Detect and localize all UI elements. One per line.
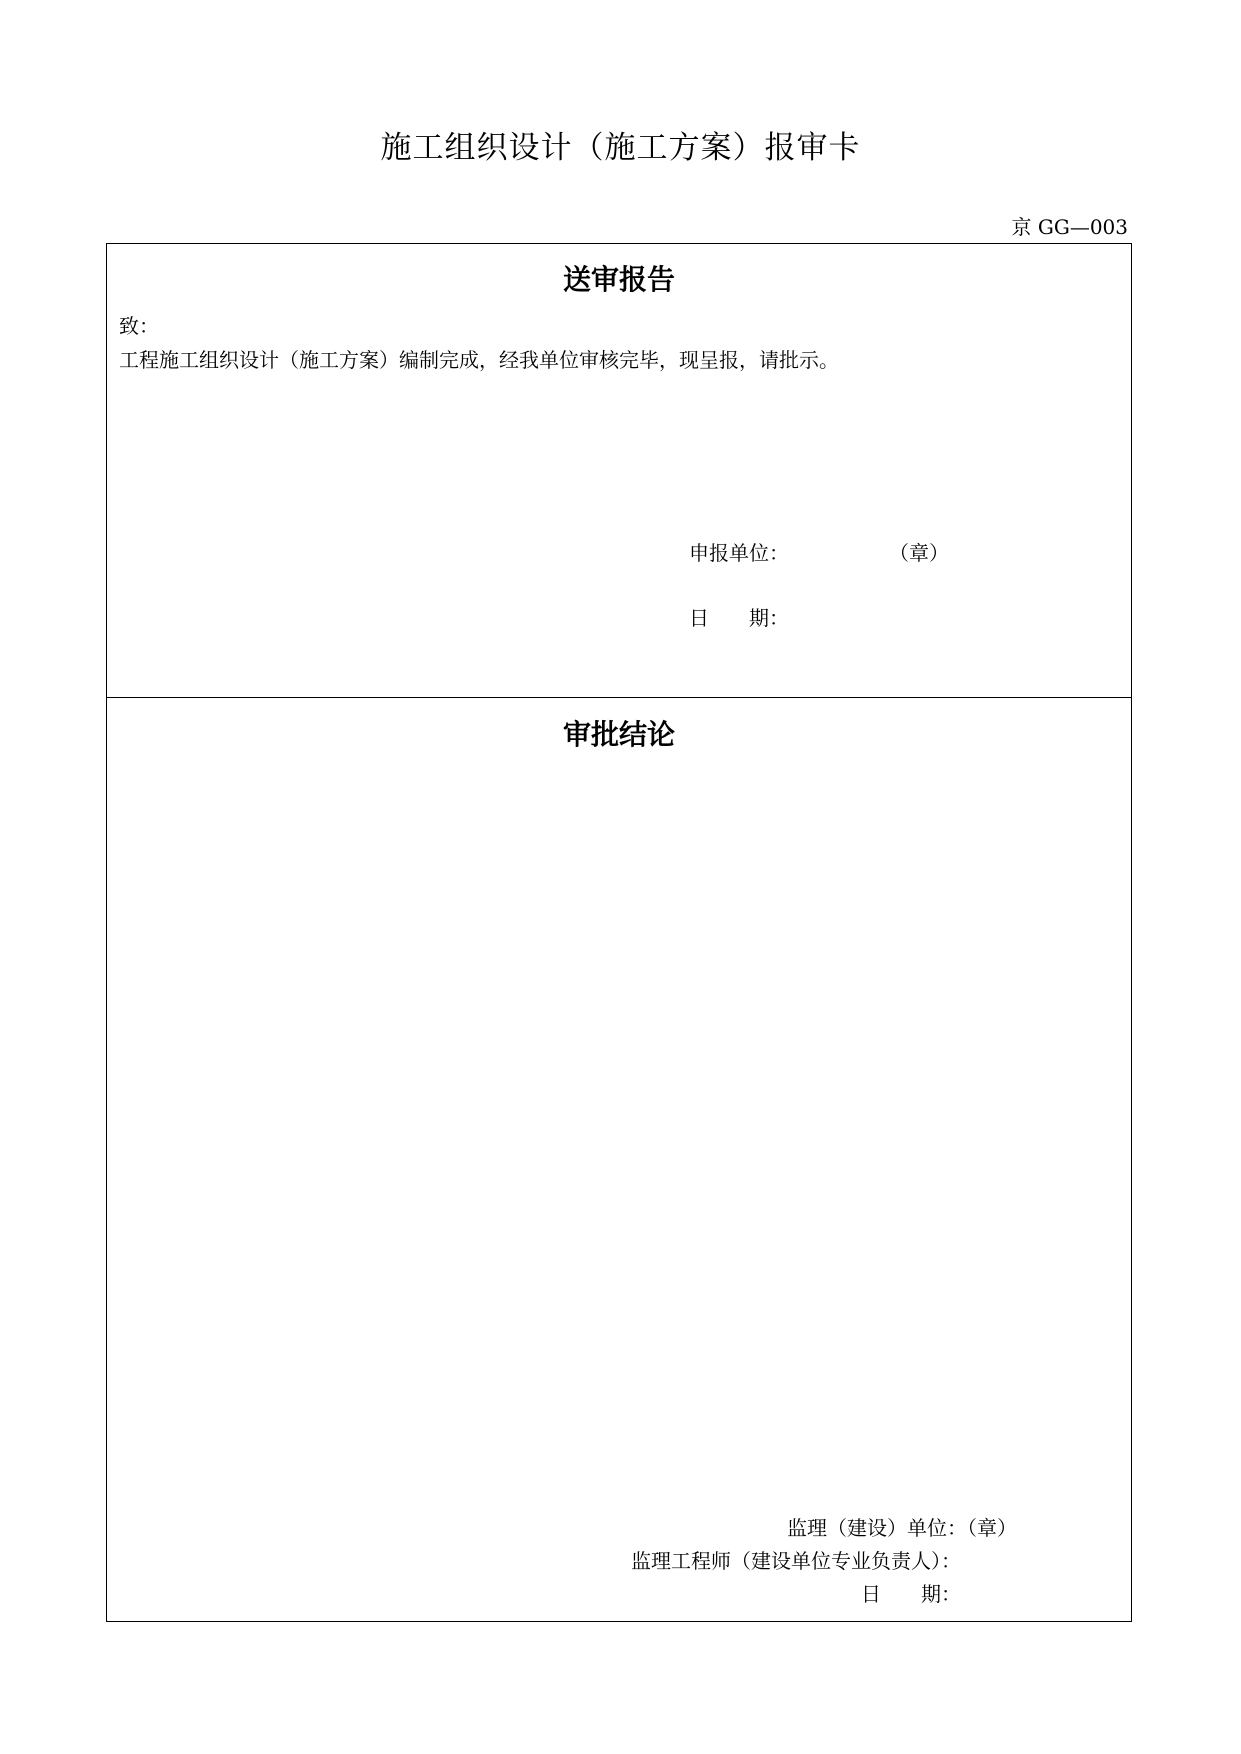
approval-date-label: 日 期： bbox=[861, 1582, 961, 1606]
report-body-text: 工程施工组织设计（施工方案）编制完成，经我单位审核完毕，现呈报，请批示。 bbox=[119, 348, 839, 372]
submitting-unit-label: 申报单位： bbox=[689, 541, 789, 565]
report-section-heading: 送审报告 bbox=[562, 263, 675, 296]
form-code: 京 GG—003 bbox=[1011, 215, 1128, 239]
seal-label: （章） bbox=[889, 541, 949, 565]
report-date-label: 日 期： bbox=[689, 606, 789, 630]
approval-signature-block bbox=[631, 1512, 1017, 1611]
form-table bbox=[106, 243, 1132, 1622]
approval-section-heading: 审批结论 bbox=[562, 718, 675, 751]
approval-section bbox=[107, 698, 1131, 1621]
supervising-engineer-label: 监理工程师（建设单位专业负责人）： bbox=[631, 1549, 961, 1573]
document-title: 施工组织设计（施工方案）报审卡 bbox=[380, 130, 861, 166]
report-section bbox=[107, 244, 1131, 698]
addressee-label: 致： bbox=[119, 314, 159, 338]
supervisor-unit-label: 监理（建设）单位：（章） bbox=[787, 1516, 1017, 1540]
